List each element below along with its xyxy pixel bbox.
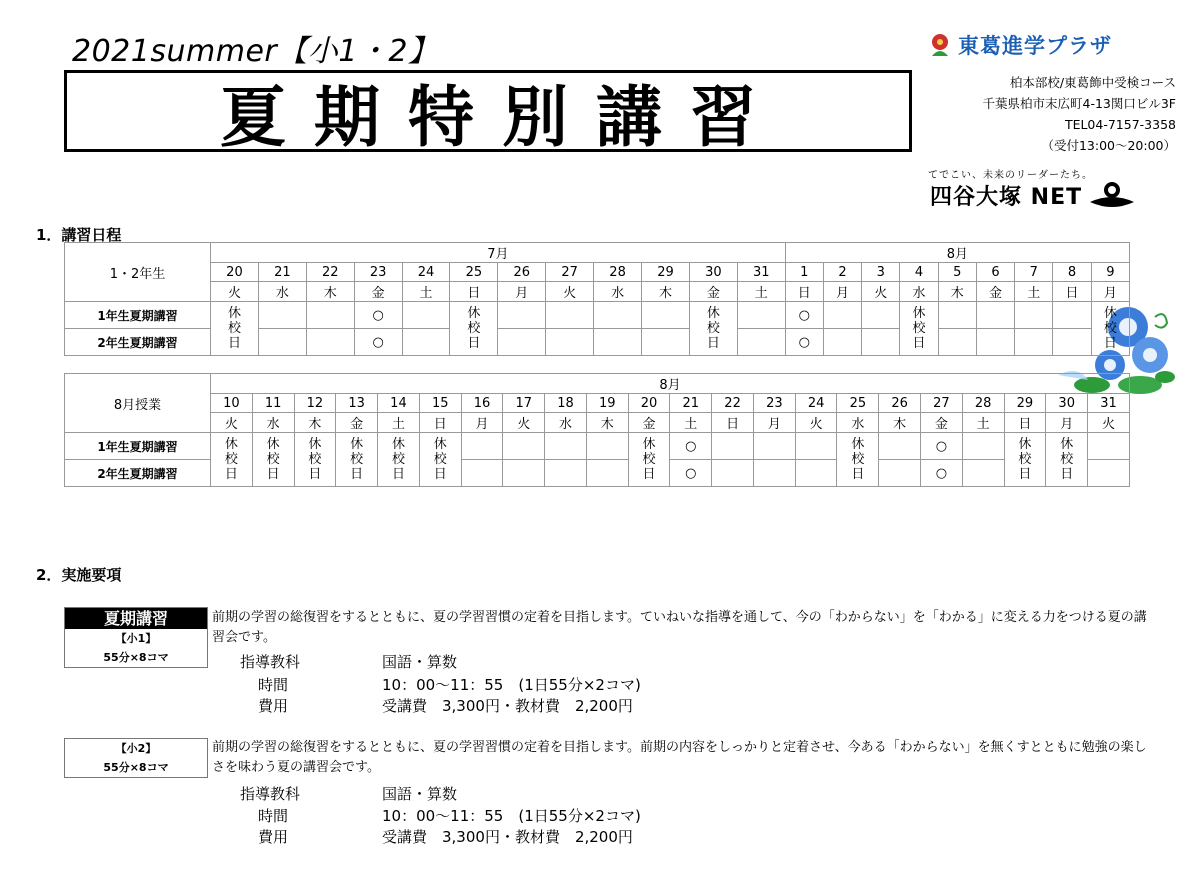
mark-cell: [545, 433, 587, 460]
holiday-cell: [211, 302, 259, 356]
slogan: てでこい、未来のリーダーたち。: [928, 170, 1093, 181]
row-label: 1年生夏期講習: [65, 302, 211, 329]
date-cell: 24: [402, 263, 450, 282]
mark-cell: [962, 433, 1004, 460]
date-cell: 29: [1004, 394, 1046, 413]
mark-cell: [737, 329, 785, 356]
date-cell: 30: [689, 263, 737, 282]
mark-cell: ○: [354, 329, 402, 356]
weekday-cell: 水: [594, 282, 642, 302]
weekday-cell: 水: [252, 413, 294, 433]
schedule-row: [65, 433, 1130, 460]
course-2-box: [64, 738, 208, 778]
weekday-cell: 月: [1046, 413, 1088, 433]
section2-heading: 2．実施要項: [36, 566, 122, 584]
mark-cell: ○: [785, 329, 823, 356]
date-cell: 1: [785, 263, 823, 282]
weekday-cell: 金: [354, 282, 402, 302]
holiday-char: 休: [308, 437, 322, 452]
date-cell: 22: [306, 263, 354, 282]
weekday-cell: 火: [795, 413, 837, 433]
holiday-char: 休: [391, 437, 405, 452]
course-1-subject: 国語・算数: [382, 653, 458, 671]
mark-cell: [737, 302, 785, 329]
holiday-char: 校: [266, 452, 280, 467]
july-schedule-table: [64, 242, 1130, 356]
month-label: 7月: [211, 243, 786, 263]
mark-cell: [712, 460, 754, 487]
holiday-char: 校: [350, 452, 364, 467]
mark-cell: [1053, 329, 1091, 356]
plaza-logo-icon: [928, 32, 952, 58]
date-cell: 31: [737, 263, 785, 282]
mark-cell: [795, 460, 837, 487]
mark-cell: [402, 302, 450, 329]
mark-cell: [938, 302, 976, 329]
holiday-char: 日: [350, 467, 364, 482]
course-1-head: 夏期講習: [65, 608, 207, 629]
weekday-cell: 日: [1004, 413, 1046, 433]
weekday-cell: 水: [900, 282, 938, 302]
date-cell: 15: [419, 394, 461, 413]
date-cell: 21: [670, 394, 712, 413]
month-row: [65, 243, 1130, 263]
weekday-cell: 火: [503, 413, 545, 433]
weekday-cell: 水: [545, 413, 587, 433]
grade-label: 8月授業: [65, 374, 211, 433]
mark-cell: [962, 460, 1004, 487]
date-cell: 23: [753, 394, 795, 413]
mark-cell: [1015, 329, 1053, 356]
mark-cell: [1015, 302, 1053, 329]
weekday-cell: 火: [211, 413, 253, 433]
mark-cell: [823, 329, 861, 356]
weekday-cell: 木: [642, 282, 690, 302]
holiday-char: 日: [1060, 467, 1074, 482]
holiday-char: 日: [912, 336, 926, 351]
august-schedule-table: [64, 373, 1130, 487]
holiday-char: 日: [266, 467, 280, 482]
date-cell: 26: [498, 263, 546, 282]
weekday-cell: 火: [862, 282, 900, 302]
date-cell: 29: [642, 263, 690, 282]
mark-cell: [1088, 433, 1130, 460]
date-cell: 14: [378, 394, 420, 413]
holiday-char: 休: [224, 437, 238, 452]
holiday-char: 日: [851, 467, 865, 482]
mark-cell: [258, 329, 306, 356]
date-cell: 16: [461, 394, 503, 413]
weekday-cell: 木: [294, 413, 336, 433]
weekday-cell: 金: [628, 413, 670, 433]
network-logo-icon: [1088, 182, 1136, 210]
school-address: 千葉県柏市末広町4-13関口ビル3F: [982, 96, 1176, 111]
schedule-row: [65, 302, 1130, 329]
weekday-cell: 日: [450, 282, 498, 302]
weekday-cell: 水: [258, 282, 306, 302]
date-cell: 27: [921, 394, 963, 413]
weekday-cell: 月: [1091, 282, 1129, 302]
mark-cell: [402, 329, 450, 356]
holiday-char: 日: [224, 467, 238, 482]
mark-cell: [546, 302, 594, 329]
mark-cell: [938, 329, 976, 356]
date-cell: 21: [258, 263, 306, 282]
weekday-cell: 水: [837, 413, 879, 433]
weekday-cell: 木: [879, 413, 921, 433]
mark-cell: [306, 329, 354, 356]
course-1-fee-label: 費用: [258, 697, 289, 715]
holiday-char: 休: [433, 437, 447, 452]
mark-cell: [461, 433, 503, 460]
course-2-time-label: 時間: [258, 807, 289, 825]
mark-cell: [753, 433, 795, 460]
holiday-char: 日: [1018, 467, 1032, 482]
yotsuya-logo: [930, 180, 1136, 211]
course-2-description: 前期の学習の総復習をするとともに、夏の学習習慣の定着を目指します。前期の内容をしっかりと定着させ、今ある「わからない」を無くすとともに勉強の楽しさを味わう夏の講習会です。: [212, 740, 1147, 775]
course-1-duration: 55分×8コマ: [103, 651, 169, 664]
row-label: 2年生夏期講習: [65, 329, 211, 356]
mark-cell: [586, 460, 628, 487]
holiday-cell: [336, 433, 378, 487]
holiday-char: 休: [467, 306, 481, 321]
date-cell: 27: [546, 263, 594, 282]
holiday-cell: [1091, 302, 1129, 356]
mark-cell: [461, 460, 503, 487]
date-cell: 18: [545, 394, 587, 413]
mark-cell: [976, 329, 1014, 356]
holiday-char: 日: [391, 467, 405, 482]
weekday-cell: 土: [962, 413, 1004, 433]
course-1-time: 10：00～11：55 (1日55分×2コマ): [382, 676, 641, 694]
section1-heading: 1．講習日程: [36, 226, 122, 244]
mark-cell: [546, 329, 594, 356]
mark-cell: [545, 460, 587, 487]
date-cell: 28: [594, 263, 642, 282]
weekday-cell: 月: [498, 282, 546, 302]
date-cell: 3: [862, 263, 900, 282]
course-1-fee: 受講費 3,300円・教材費 2,200円: [382, 697, 633, 715]
date-cell: 22: [712, 394, 754, 413]
school-contact: [948, 72, 1176, 156]
weekday-cell: 土: [670, 413, 712, 433]
mark-cell: [879, 433, 921, 460]
school-tel: TEL04-7157-3358: [1064, 117, 1176, 132]
date-cell: 6: [976, 263, 1014, 282]
weekday-cell: 日: [785, 282, 823, 302]
date-cell: 2: [823, 263, 861, 282]
grade-label: 1・2年生: [65, 243, 211, 302]
holiday-cell: [294, 433, 336, 487]
mark-cell: [712, 433, 754, 460]
holiday-char: 校: [1018, 452, 1032, 467]
holiday-char: 日: [467, 336, 481, 351]
date-cell: 8: [1053, 263, 1091, 282]
course-2-duration: 55分×8コマ: [103, 761, 169, 774]
weekday-cell: 金: [921, 413, 963, 433]
date-cell: 23: [354, 263, 402, 282]
date-cell: 7: [1015, 263, 1053, 282]
main-title: 夏期特別講習: [220, 78, 784, 156]
mark-cell: [594, 302, 642, 329]
date-cell: 17: [503, 394, 545, 413]
mark-cell: [642, 302, 690, 329]
holiday-char: 日: [227, 336, 241, 351]
weekday-cell: 木: [938, 282, 976, 302]
date-cell: 31: [1088, 394, 1130, 413]
holiday-char: 休: [912, 306, 926, 321]
network-name: 四谷大塚 NET: [930, 185, 1083, 210]
weekday-cell: 日: [419, 413, 461, 433]
weekday-cell: 土: [402, 282, 450, 302]
weekday-cell: 金: [689, 282, 737, 302]
holiday-cell: [628, 433, 670, 487]
row-label: 2年生夏期講習: [65, 460, 211, 487]
mark-cell: ○: [921, 460, 963, 487]
course-2-fee: 受講費 3,300円・教材費 2,200円: [382, 828, 633, 846]
weekday-cell: 土: [1015, 282, 1053, 302]
weekday-cell: 金: [976, 282, 1014, 302]
course-2-subject-label: 指導教科: [240, 785, 301, 803]
weekday-row: [65, 413, 1130, 433]
weekday-cell: 土: [378, 413, 420, 433]
mark-cell: [503, 433, 545, 460]
mark-cell: ○: [670, 433, 712, 460]
date-row: [65, 394, 1130, 413]
holiday-char: 休: [227, 306, 241, 321]
school-brand: 東葛進学プラザ: [958, 34, 1112, 58]
mark-cell: [498, 329, 546, 356]
mark-cell: [503, 460, 545, 487]
mark-cell: [862, 302, 900, 329]
mark-cell: [862, 329, 900, 356]
weekday-cell: 日: [1053, 282, 1091, 302]
mark-cell: [594, 329, 642, 356]
date-cell: 4: [900, 263, 938, 282]
holiday-char: 校: [912, 321, 926, 336]
holiday-char: 校: [1060, 452, 1074, 467]
holiday-cell: [450, 302, 498, 356]
mark-cell: [1088, 460, 1130, 487]
main-title-box: [64, 70, 912, 156]
row-label: 1年生夏期講習: [65, 433, 211, 460]
holiday-char: 休: [706, 306, 720, 321]
date-cell: 20: [211, 263, 259, 282]
weekday-cell: 日: [712, 413, 754, 433]
mark-cell: ○: [921, 433, 963, 460]
school-branch: 柏本部校/東葛飾中受検コース: [1009, 75, 1176, 90]
weekday-cell: 火: [546, 282, 594, 302]
holiday-char: 休: [1060, 437, 1074, 452]
date-cell: 13: [336, 394, 378, 413]
mark-cell: [642, 329, 690, 356]
date-cell: 24: [795, 394, 837, 413]
holiday-char: 日: [308, 467, 322, 482]
holiday-char: 校: [224, 452, 238, 467]
holiday-char: 日: [706, 336, 720, 351]
mark-cell: [823, 302, 861, 329]
date-cell: 12: [294, 394, 336, 413]
date-cell: 20: [628, 394, 670, 413]
holiday-cell: [900, 302, 938, 356]
holiday-cell: [837, 433, 879, 487]
holiday-cell: [1046, 433, 1088, 487]
mark-cell: [306, 302, 354, 329]
holiday-char: 休: [266, 437, 280, 452]
mark-cell: [258, 302, 306, 329]
holiday-char: 日: [642, 467, 656, 482]
holiday-char: 校: [851, 452, 865, 467]
holiday-char: 休: [350, 437, 364, 452]
date-cell: 26: [879, 394, 921, 413]
course-1-box: [64, 607, 208, 668]
holiday-char: 休: [851, 437, 865, 452]
holiday-char: 校: [227, 321, 241, 336]
weekday-cell: 木: [306, 282, 354, 302]
holiday-char: 校: [391, 452, 405, 467]
date-cell: 19: [586, 394, 628, 413]
holiday-char: 日: [1103, 336, 1117, 351]
month-row: [65, 374, 1130, 394]
course-2-time: 10：00～11：55 (1日55分×2コマ): [382, 807, 641, 825]
mark-cell: ○: [354, 302, 402, 329]
date-cell: 10: [211, 394, 253, 413]
weekday-row: [65, 282, 1130, 302]
holiday-char: 休: [1018, 437, 1032, 452]
holiday-char: 校: [1103, 321, 1117, 336]
school-hours: （受付13:00～20:00）: [1041, 138, 1176, 153]
course-1-description: 前期の学習の総復習をするとともに、夏の学習習慣の定着を目指します。ていねいな指導を通して、今の「わからない」を「わかる」に変える力をつける夏の講習会です。: [212, 610, 1147, 645]
course-2-fee-label: 費用: [258, 828, 289, 846]
mark-cell: [586, 433, 628, 460]
holiday-cell: [419, 433, 461, 487]
mark-cell: [1053, 302, 1091, 329]
course-2-grade: 【小2】: [115, 742, 157, 755]
date-cell: 28: [962, 394, 1004, 413]
weekday-cell: 月: [753, 413, 795, 433]
holiday-cell: [211, 433, 253, 487]
weekday-cell: 火: [211, 282, 259, 302]
weekday-cell: 火: [1088, 413, 1130, 433]
mark-cell: [795, 433, 837, 460]
date-cell: 25: [450, 263, 498, 282]
mark-cell: ○: [785, 302, 823, 329]
course-1-subject-label: 指導教科: [240, 653, 301, 671]
holiday-char: 校: [467, 321, 481, 336]
date-cell: 11: [252, 394, 294, 413]
school-logo: [928, 30, 1112, 60]
mark-cell: [753, 460, 795, 487]
month-label: 8月: [785, 243, 1129, 263]
course-2-subject: 国語・算数: [382, 785, 458, 803]
weekday-cell: 土: [737, 282, 785, 302]
course-1-time-label: 時間: [258, 676, 289, 694]
holiday-cell: [378, 433, 420, 487]
holiday-cell: [1004, 433, 1046, 487]
date-row: [65, 263, 1130, 282]
weekday-cell: 月: [461, 413, 503, 433]
holiday-cell: [689, 302, 737, 356]
summer-title: 2021summer【小1・2】: [72, 34, 439, 69]
holiday-char: 日: [433, 467, 447, 482]
holiday-cell: [252, 433, 294, 487]
mark-cell: [879, 460, 921, 487]
holiday-char: 校: [433, 452, 447, 467]
date-cell: 9: [1091, 263, 1129, 282]
weekday-cell: 木: [586, 413, 628, 433]
holiday-char: 校: [706, 321, 720, 336]
holiday-char: 休: [642, 437, 656, 452]
weekday-cell: 月: [823, 282, 861, 302]
date-cell: 30: [1046, 394, 1088, 413]
holiday-char: 休: [1103, 306, 1117, 321]
holiday-char: 校: [642, 452, 656, 467]
mark-cell: [976, 302, 1014, 329]
date-cell: 25: [837, 394, 879, 413]
course-1-grade: 【小1】: [115, 632, 157, 645]
weekday-cell: 金: [336, 413, 378, 433]
mark-cell: [498, 302, 546, 329]
mark-cell: ○: [670, 460, 712, 487]
holiday-char: 校: [308, 452, 322, 467]
month-label: 8月: [211, 374, 1130, 394]
date-cell: 5: [938, 263, 976, 282]
